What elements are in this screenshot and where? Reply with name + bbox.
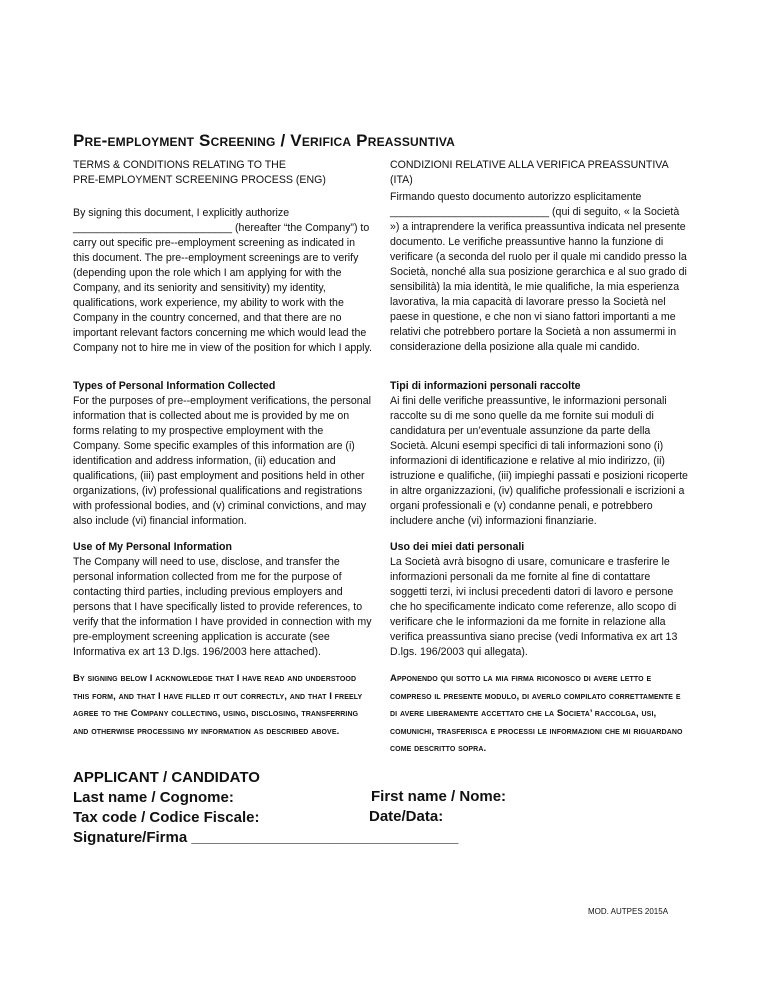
form-code: MOD. AUTPES 2015A	[588, 907, 669, 916]
eng-use-body: The Company will need to use, disclose, and transfer the personal information collected from me for the purpose of contacting third parties, including previous employers and persons that I have specifically listed to provide references, to verify that the information I have provided in connection with my pre-employment screening application is accurate (see Informativa ex art 13 D.lgs. 196/2003 here attached).	[73, 556, 372, 658]
ita-header	[390, 158, 690, 188]
eng-header	[73, 158, 373, 188]
eng-intro-text: By signing this document, I explicitly authorize ___________________________ (hereafter “the Company”) to carry out specific pre--employment screening as indicated in this document. The pre--employment screenings are to verify (depending upon the role which I am applying for with the Company, and its seniority and sensitivity) my identity, qualifications, work experience, my ability to work with the Company in the country concerned, and that there are no important relevant factors concerning me which would lead the Company not to hire me in view of the position for which I apply.	[73, 207, 372, 354]
eng-types-heading: Types of Personal Information Collected	[73, 380, 276, 392]
ita-use-body: La Società avrà bisogno di usare, comunicare e trasferire le informazioni personali da me fornite al fine di contattare soggetti terzi, ivi inclusi precedenti datori di lavoro e persone che ho specificamente indicato come referenze, allo scopo di verificare che le informazioni da me fornite in relazione alla verifica preassuntiva siano precise (vedi Informativa ex art 13 D.lgs. 196/2003 qui allegata).	[390, 556, 678, 658]
ita-acknowledge-text: Apponendo qui sotto la mia firma riconosco di avere letto e compreso il presente modulo, di averlo compilato correttamente e di avere liberamente accettato che la Societa’ raccolga, usi, comunichi, trasferisca e processi le informazioni che mi riguardano come descritto sopra.	[390, 673, 683, 754]
ita-intro	[390, 190, 690, 355]
last-name-field[interactable]: Last name / Cognome:	[73, 789, 234, 806]
ita-use-section	[390, 540, 690, 660]
ita-types-body: Ai fini delle verifiche preassuntive, le informazioni personali raccolte su di me sono quelle da me fornite sui moduli di candidatura per un’eventuale assunzione da parte della Società. Alcuni esempi specifici di tali informazioni sono (i) informazioni di identificazione e relative al mio indirizzo, (ii) istruzione e qualifiche, (iii) impieghi passati e posizioni ricoperte in altre organizzazioni, (iv) qualifiche professionali e iscrizioni a organi professionali e (v) condanne penali, e potrebbero includere anche (vi) informazioni finanziarie.	[390, 395, 688, 527]
ita-use-heading: Uso dei miei dati personali	[390, 541, 525, 553]
ita-types-heading: Tipi di informazioni personali raccolte	[390, 380, 581, 392]
ita-types-section	[390, 379, 690, 529]
tax-code-field[interactable]: Tax code / Codice Fiscale:	[73, 809, 260, 826]
eng-types-section	[73, 379, 373, 529]
signature-field[interactable]: Signature/Firma ________________________________	[73, 829, 459, 846]
eng-use-heading: Use of My Personal Information	[73, 541, 232, 553]
eng-header-line2: PRE-EMPLOYMENT SCREENING PROCESS (ENG)	[73, 174, 326, 186]
ita-intro-text: Firmando questo documento autorizzo esplicitamente ___________________________ (qui di seguito, « la Società ») a intraprendere la verifica preassuntiva indicata nel presente documento. Le verifiche preassuntive hanno la funzione di verificare (a seconda del ruolo per il quale mi candido presso la Società, nonché alla sua posizione gerarchica e al suo grado di sensibilità) la mia identità, le mie qualifiche, la mia esperienza lavorativa, la mia capacità di lavorare presso la Società nel paese in questione, e che non vi siano fattori importanti a me relativi che potrebbero portare la Società a non assumermi in considerazione della posizione alla quale mi candido.	[390, 191, 687, 353]
document-title: Pre-employment Screening / Verifica Preassuntiva	[73, 131, 456, 150]
date-field[interactable]: Date/Data:	[369, 808, 444, 825]
eng-acknowledge	[73, 670, 373, 740]
applicant-heading: APPLICANT / CANDIDATO	[73, 769, 260, 786]
ita-acknowledge	[390, 670, 690, 758]
eng-intro	[73, 206, 373, 356]
eng-header-line1: TERMS & CONDITIONS RELATING TO THE	[73, 159, 286, 171]
ita-header-text: CONDIZIONI RELATIVE ALLA VERIFICA PREASSUNTIVA (ITA)	[390, 159, 669, 186]
eng-use-section	[73, 540, 373, 660]
eng-acknowledge-text: By signing below I acknowledge that I have read and understood this form, and that I have filled it out correctly, and that I freely agree to the Company collecting, using, disclosing, transferring and otherwise processing my information as described above.	[73, 673, 363, 737]
first-name-field[interactable]: First name / Nome:	[371, 788, 507, 805]
eng-types-body: For the purposes of pre--employment verifications, the personal information that is collected about me is provided by me on forms relating to my prospective employment with the Company. Some specific examples of this information are (i) identification and address information, (ii) education and qualifications, (iii) past employment and positions held in other organizations, (iv) professional qualifications and registrations with professional bodies, and (v) criminal convictions, and may also include (vi) financial information.	[73, 395, 371, 527]
